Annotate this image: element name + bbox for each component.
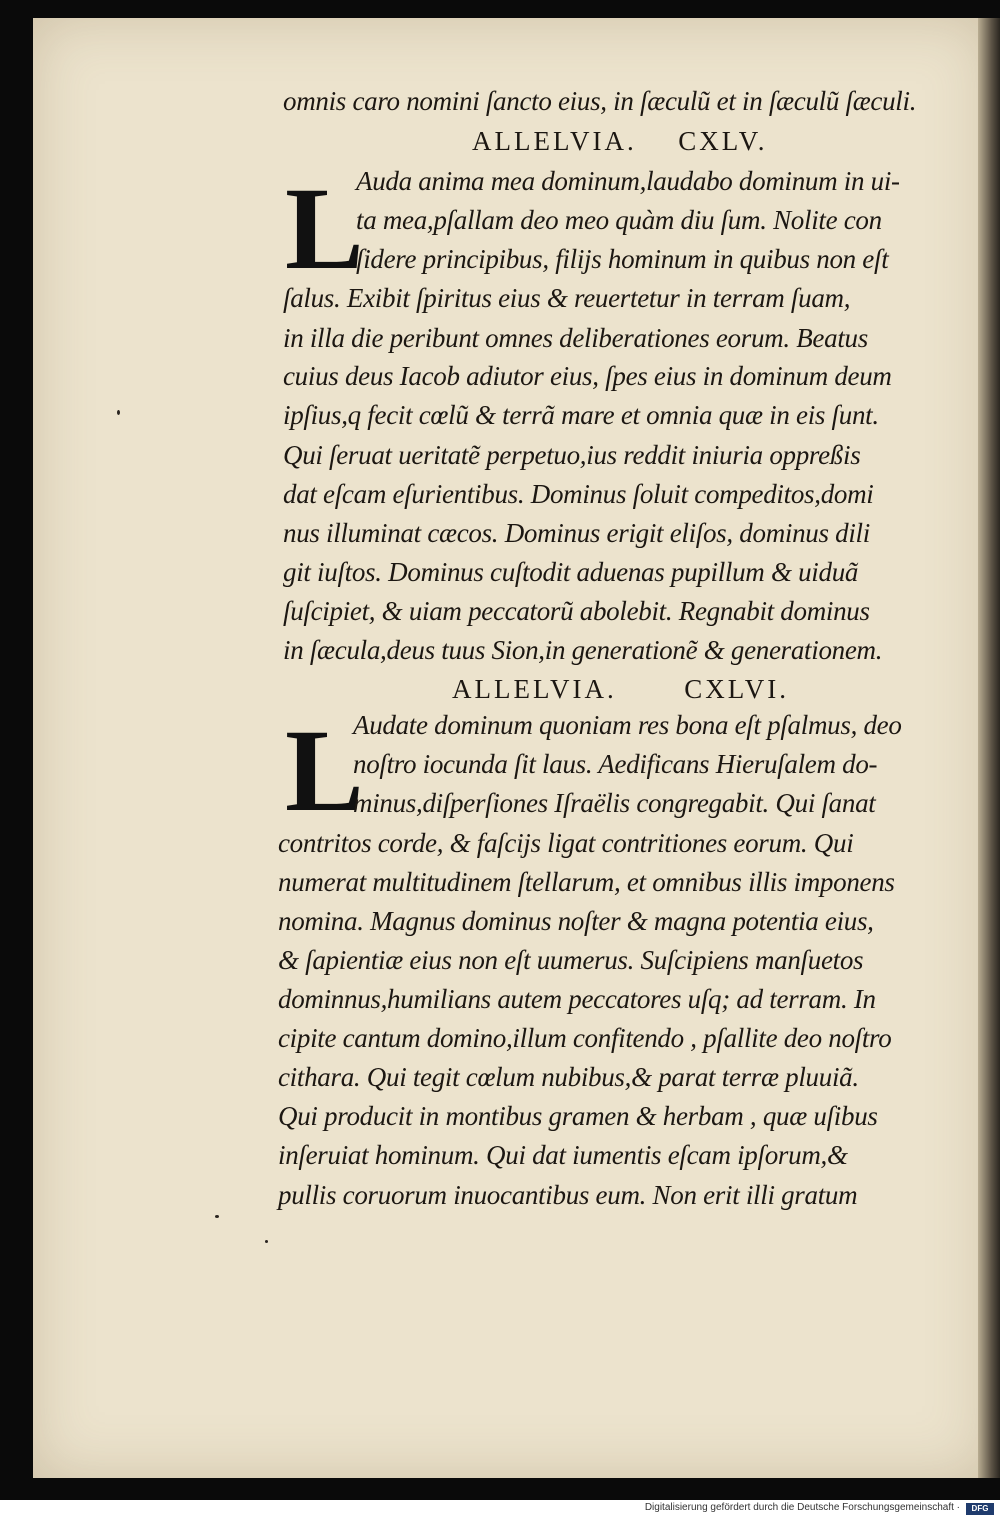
text-line: cithara. Qui tegit cœlum nubibus,& parat terræ pluuiã.	[278, 1062, 859, 1092]
text-line: minus,diſperſiones Iſraëlis congregabit. Qui ſanat	[353, 788, 876, 818]
heading-number: CXLVI.	[684, 674, 789, 704]
text-line: & ſapientiæ eius non eſt uumerus. Suſcipiens manſuetos	[278, 945, 864, 975]
text-line: ſuſcipiet, & uiam peccatorũ abolebit. Regnabit dominus	[283, 596, 870, 626]
text-line: nus illuminat cæcos. Dominus erigit eliſos, dominus dili	[283, 518, 870, 548]
text-line: Qui producit in montibus gramen & herbam , quæ uſibus	[278, 1101, 878, 1131]
drop-initial: L	[285, 163, 364, 294]
page-edge	[978, 18, 1000, 1478]
text-line: in illa die peribunt omnes deliberationes eorum. Beatus	[283, 323, 868, 353]
text-line: contritos corde, & faſcijs ligat contritiones eorum. Qui	[278, 828, 854, 858]
text-line: Auda anima mea dominum,laudabo dominum in ui-	[356, 166, 900, 196]
footer-bar	[0, 1500, 1000, 1518]
text-line: git iuſtos. Dominus cuſtodit aduenas pupillum & uiduã	[283, 557, 859, 587]
text-line: pullis coruorum inuocantibus eum. Non erit illi gratum	[278, 1180, 858, 1210]
text-line: numerat multitudinem ſtellarum, et omnibus illis imponens	[278, 867, 895, 897]
book-page	[33, 18, 988, 1478]
text-line: cipite cantum domino,illum confitendo , pſallite deo noſtro	[278, 1023, 892, 1053]
text-line: noſtro iocunda ſit laus. Aedificans Hieruſalem do-	[353, 749, 878, 779]
heading-word: ALLELVIA.	[472, 126, 637, 156]
text-line: nomina. Magnus dominus noſter & magna potentia eius,	[278, 906, 874, 936]
text-line: ſidere principibus, filijs hominum in quibus non eſt	[356, 244, 889, 274]
margin-speck	[215, 1215, 219, 1218]
carryover-line: omnis caro nomini ſancto eius, in ſæculũ et in ſæculũ ſæculi.	[283, 86, 917, 116]
text-line: Qui ſeruat ueritatẽ perpetuo,ius reddit iniuria oppreßis	[283, 440, 861, 470]
margin-speck	[265, 1240, 268, 1243]
text-line: in ſæcula,deus tuus Sion,in generationẽ & generationem.	[283, 635, 883, 665]
text-line: dominnus,humilians autem peccatores uſq; ad terram. In	[278, 984, 876, 1014]
dfg-logo: DFG	[966, 1503, 994, 1515]
text-line: dat eſcam eſurientibus. Dominus ſoluit compeditos,domi	[283, 479, 874, 509]
margin-speck	[117, 410, 120, 415]
psalm-heading-146	[452, 674, 789, 705]
text-line: cuius deus Iacob adiutor eius, ſpes eius in dominum deum	[283, 361, 892, 391]
heading-number: CXLV.	[678, 126, 768, 156]
heading-word: ALLELVIA.	[452, 674, 617, 704]
text-line: ſalus. Exibit ſpiritus eius & reuertetur in terram ſuam,	[283, 283, 851, 313]
drop-initial: L	[285, 705, 364, 836]
text-line: inſeruiat hominum. Qui dat iumentis eſcam ipſorum,&	[278, 1140, 848, 1170]
text-line: ta mea,pſallam deo meo quàm diu ſum. Nolite con	[356, 205, 882, 235]
funding-credit: Digitalisierung gefördert durch die Deutsche Forschungsgemeinschaft ·	[644, 1502, 960, 1513]
text-line: ipſius,q fecit cœlũ & terrã mare et omnia quæ in eis ſunt.	[283, 400, 879, 430]
psalm-heading-145	[472, 126, 768, 157]
text-line: Audate dominum quoniam res bona eſt pſalmus, deo	[353, 710, 902, 740]
